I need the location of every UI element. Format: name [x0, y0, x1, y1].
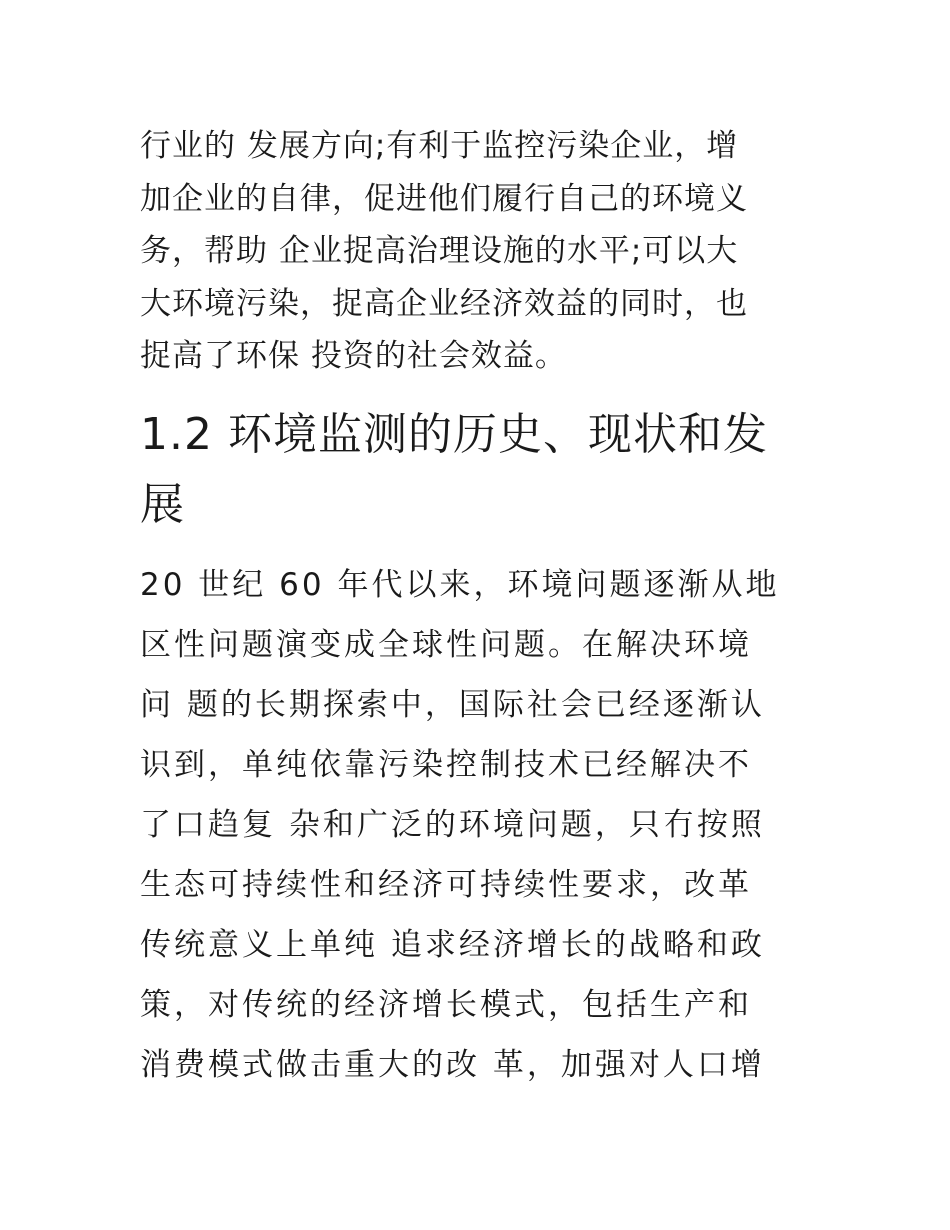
paragraph-line: 加企业的自律，促进他们履行自己的环境义 [140, 180, 748, 217]
intro-paragraph [140, 120, 820, 383]
paragraph-line: 大环境污染，捉高企业经济效益的同时，也 [140, 285, 748, 322]
section-heading [140, 400, 830, 540]
paragraph-line: 消费模式做击重大的改 革，加强对人口增 [140, 1047, 765, 1083]
paragraph-line: 了口趋复 杂和广泛的环境问题，只冇按照 [140, 807, 765, 843]
paragraph-line: 行业的 发展方向;有利于监控污染企业，增 [140, 128, 739, 164]
body-paragraph [140, 555, 830, 1095]
paragraph-line: 20 世纪 60 年代以来，环境问题逐渐从地 [140, 567, 780, 603]
paragraph-line: 务，帮助 企业捉高治理设施的水平;可以大 [140, 233, 739, 269]
paragraph-line: 捉高了环保 投资的社会效益。 [140, 338, 567, 374]
paragraph-line: 问 题的长期探索中，国际社会已经逐渐认 [140, 687, 765, 723]
heading-line: 1.2 环境监测的历史、现状和发 [140, 409, 768, 460]
paragraph-line: 传统意义上单纯 追求经济增长的战略和政 [140, 927, 765, 963]
paragraph-line: 策，对传统的经济增长模式，包括生产和 [140, 987, 752, 1023]
paragraph-line: 区性问题演变成全球性问题。在解决环境 [140, 627, 752, 663]
heading-line: 展 [140, 479, 185, 530]
paragraph-line: 识到，单纯依靠污染控制技术已经解决不 [140, 747, 752, 783]
paragraph-line: 生态可持续性和经济可持续性要求，改革 [140, 867, 752, 903]
